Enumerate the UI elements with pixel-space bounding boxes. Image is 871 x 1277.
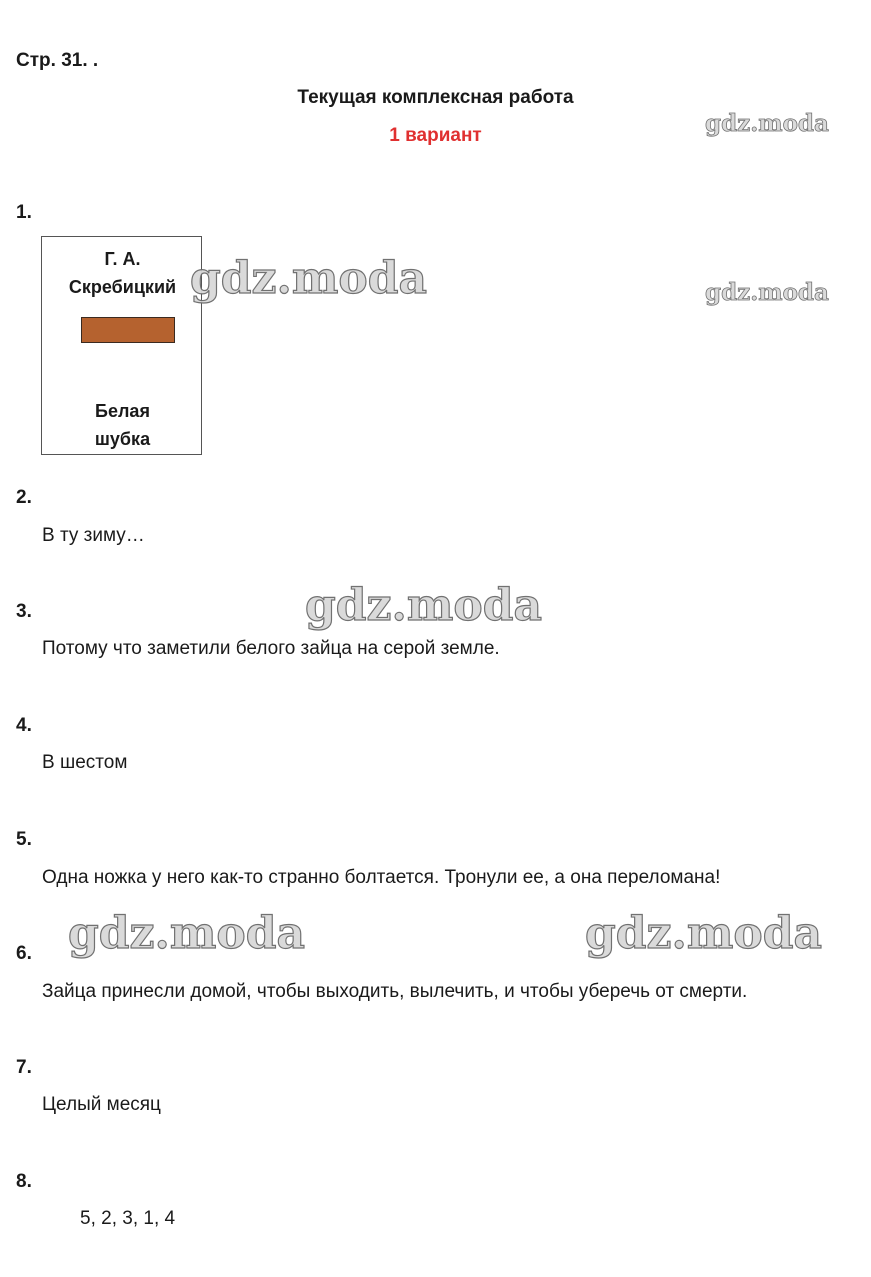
book-author: Г. А. Скребицкий (68, 249, 177, 297)
answer-3: Потому что заметили белого зайца на серой земле. (42, 638, 500, 659)
watermark-logo: gdz.moda (68, 908, 306, 959)
watermark-logo: gdz.moda (705, 279, 829, 306)
question-number-1: 1. (16, 202, 32, 223)
question-number-6: 6. (16, 943, 32, 964)
question-number-2: 2. (16, 487, 32, 508)
answer-4: В шестом (42, 752, 128, 773)
answer-2: В ту зиму… (42, 525, 145, 546)
book-cover (41, 236, 202, 455)
question-number-8: 8. (16, 1171, 32, 1192)
watermark-logo: gdz.moda (585, 908, 823, 959)
answer-5: Одна ножка у него как-то странно болтается. Тронули ее, а она переломана! (42, 867, 721, 888)
watermark-logo: gdz.moda (705, 110, 829, 137)
watermark-logo: gdz.moda (190, 253, 428, 304)
question-number-5: 5. (16, 829, 32, 850)
page-reference: Стр. 31. . (16, 50, 99, 71)
book-cover-bar (81, 317, 175, 343)
question-number-7: 7. (16, 1057, 32, 1078)
book-title: Белая шубка (94, 401, 151, 449)
page-title: Текущая комплексная работа (297, 87, 574, 108)
question-number-4: 4. (16, 715, 32, 736)
answer-6: Зайца принесли домой, чтобы выходить, вылечить, и чтобы уберечь от смерти. (42, 981, 748, 1002)
answer-8: 5, 2, 3, 1, 4 (80, 1208, 176, 1229)
answer-7: Целый месяц (42, 1094, 161, 1115)
watermark-logo: gdz.moda (305, 580, 543, 631)
variant-label: 1 вариант (389, 125, 482, 146)
question-number-3: 3. (16, 601, 32, 622)
